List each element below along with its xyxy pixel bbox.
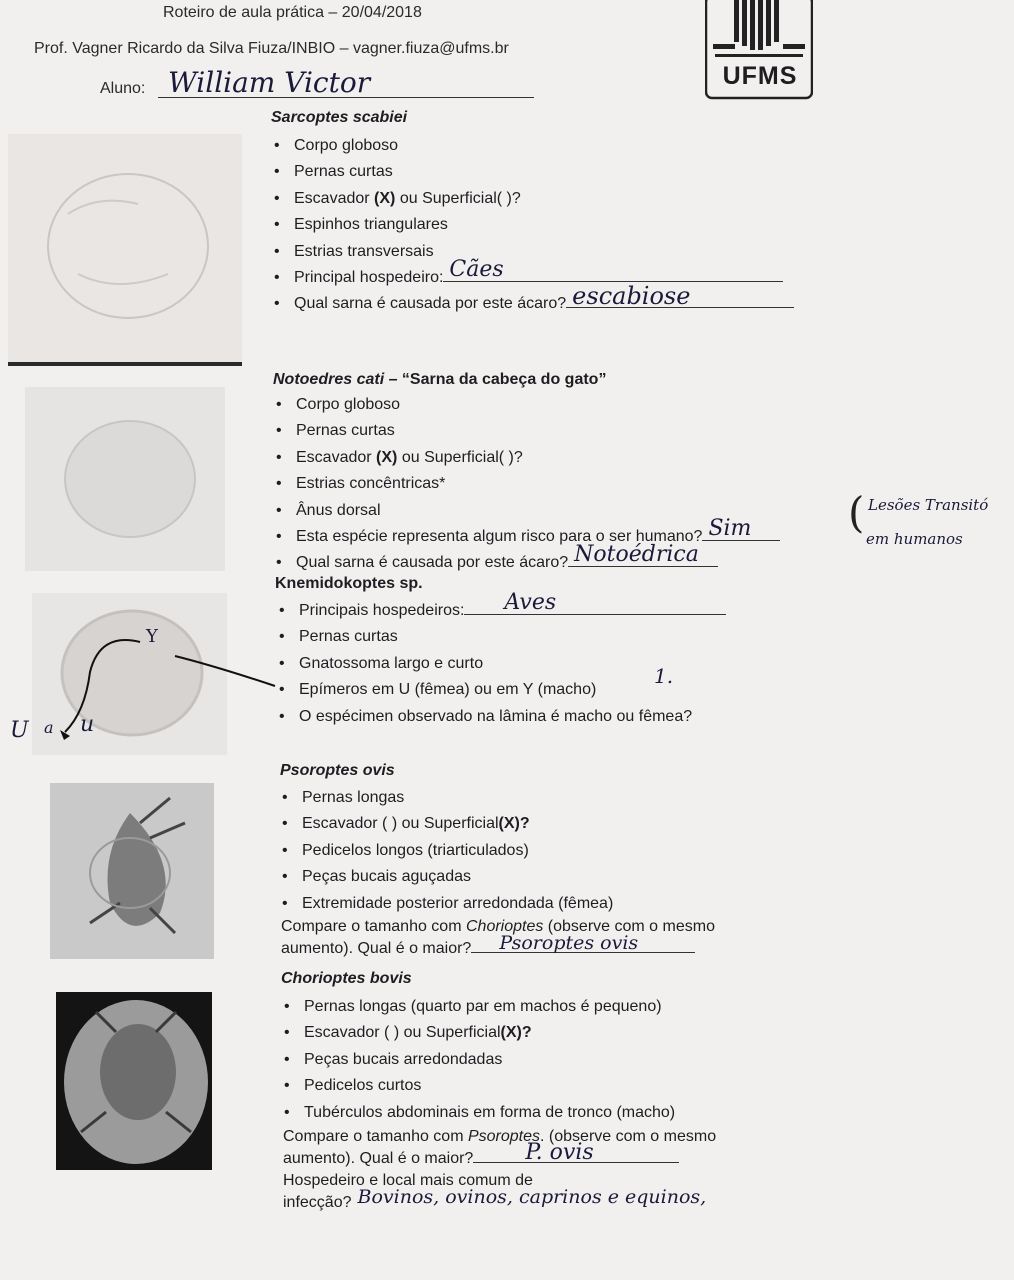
chorioptes-compare-text: Compare o tamanho com Psoroptes. (observe com o mesmo aumento). Qual é o maior? P. ovis Hospedeiro e local mais comum de infecção? Bovinos, ovinos, caprinos e equinos,: [283, 1126, 872, 1214]
list-item: • Esta espécie representa algum risco para o ser humano? Sim: [274, 524, 780, 550]
list-item: • Qual sarna é causada por este ácaro? Notoédrica: [274, 550, 780, 576]
chorioptes-microscope-image: [56, 992, 212, 1170]
notoedres-microscope-image: [25, 387, 225, 571]
checkbox-mark: (X): [376, 448, 398, 466]
ufms-logo-text: UFMS: [722, 62, 798, 90]
list-item: • Pernas longas: [280, 785, 613, 811]
list-item: • Estrias concêntricas*: [274, 471, 780, 497]
list-item: • Epímeros em U (fêmea) ou em Y (macho): [277, 677, 726, 703]
list-item: • Pernas curtas: [272, 159, 794, 185]
answer-line: [473, 1140, 679, 1165]
list-item: • Peças bucais arredondadas: [282, 1047, 675, 1073]
list-item: • Qual sarna é causada por este ácaro? escabiose: [272, 291, 794, 317]
psoroptes-mite-drawing: [50, 783, 214, 959]
checkbox-mark: (X)?: [498, 815, 530, 833]
chorioptes-list: [282, 994, 675, 1126]
sarcoptes-microscope-image: [8, 134, 242, 366]
aluno-name-handwritten: William Victor: [168, 66, 371, 99]
psoroptes-microscope-image: [50, 783, 214, 959]
list-item: • Corpo globoso: [272, 133, 794, 159]
sarcoptes-title: Sarcoptes scabiei: [271, 109, 408, 126]
answer-line: [566, 282, 794, 311]
list-item: • Estrias transversais: [272, 239, 794, 265]
ufms-logo: [705, 0, 813, 100]
list-item: • Tubérculos abdominais em forma de tronco (macho): [282, 1100, 675, 1126]
annotation-u2: u: [80, 712, 95, 737]
list-item: • Pedicelos longos (triarticulados): [280, 838, 613, 864]
page-date-title: Roteiro de aula prática – 20/04/2018: [163, 4, 422, 21]
chorioptes-mite-drawing: [56, 992, 212, 1170]
list-item: • Escavador (X) ou Superficial( )?: [274, 445, 780, 471]
annotation-u: U: [10, 718, 29, 743]
chorioptes-title: Chorioptes bovis: [281, 970, 412, 987]
annotation-y: Y: [146, 626, 158, 647]
list-item: • Gnatossoma largo e curto: [277, 651, 726, 677]
answer-handwritten: Sim: [708, 515, 752, 541]
answer-line: [568, 542, 718, 568]
answer-handwritten: Notoédrica: [574, 542, 699, 568]
psoroptes-compare-text: Compare o tamanho com Chorioptes (observe com o mesmo aumento). Qual é o maior? Psoroptes ovis: [281, 918, 715, 957]
checkbox-mark: (X): [374, 189, 396, 207]
list-item: • Escavador ( ) ou Superficial(X)?: [282, 1020, 675, 1046]
list-item: • Corpo globoso: [274, 392, 780, 418]
answer-handwritten: Cães: [449, 256, 504, 282]
note-handwritten-2: em humanos: [866, 530, 963, 548]
notoedres-title: Notoedres cati – “Sarna da cabeça do gato”: [273, 371, 607, 388]
bracket-mark: (: [848, 488, 865, 537]
knemidokoptes-title: Knemidokoptes sp.: [275, 575, 423, 592]
hospedeiro-question-2: infecção?: [283, 1194, 352, 1211]
answer-line: [702, 515, 780, 541]
list-item: • Escavador (X) ou Superficial( )?: [272, 186, 794, 212]
list-item: • Principais hospedeiros: Aves: [277, 598, 726, 624]
note-handwritten-1: Lesões Transitó: [868, 496, 989, 514]
sarcoptes-list: [272, 133, 794, 318]
sarcoptes-mite-drawing: [8, 134, 242, 362]
aluno-label: Aluno:: [100, 80, 146, 97]
checkbox-mark: (X)?: [500, 1024, 532, 1042]
list-item: • Pernas curtas: [277, 624, 726, 650]
list-item: • Principal hospedeiro: Cães: [272, 265, 794, 291]
answer-line: [471, 932, 695, 954]
list-item: • Extremidade posterior arredondada (fêmea): [280, 891, 613, 917]
psoroptes-list: [280, 785, 613, 917]
notoedres-list: [274, 392, 780, 577]
professor-line: Prof. Vagner Ricardo da Silva Fiuza/INBIO – vagner.fiuza@ufms.br: [34, 40, 509, 57]
list-item: • Pernas longas (quarto par em machos é pequeno): [282, 994, 675, 1020]
answer-line: [352, 1186, 872, 1208]
answer-handwritten: Aves: [504, 590, 557, 615]
hospedeiro-question-1: Hospedeiro e local mais comum de: [283, 1172, 533, 1189]
answer-line: [464, 590, 726, 615]
list-item: • Escavador ( ) ou Superficial(X)?: [280, 811, 613, 837]
answer-handwritten: escabiose: [572, 282, 691, 311]
annotation-mark: 1.: [654, 664, 674, 688]
answer-handwritten: Psoroptes ovis: [499, 932, 639, 954]
list-item: • Pernas curtas: [274, 418, 780, 444]
notoedres-mite-drawing: [25, 387, 225, 571]
list-item: • O espécimen observado na lâmina é macho ou fêmea?: [277, 704, 726, 730]
answer-handwritten: P. ovis: [525, 1140, 594, 1165]
list-item: • Espinhos triangulares: [272, 212, 794, 238]
list-item: • Peças bucais aguçadas: [280, 864, 613, 890]
list-item: • Ânus dorsal: [274, 498, 780, 524]
answer-handwritten: Bovinos, ovinos, caprinos e equinos,: [357, 1186, 707, 1208]
annotation-a: a: [44, 718, 54, 737]
list-item: • Pedicelos curtos: [282, 1073, 675, 1099]
psoroptes-title: Psoroptes ovis: [280, 762, 395, 779]
